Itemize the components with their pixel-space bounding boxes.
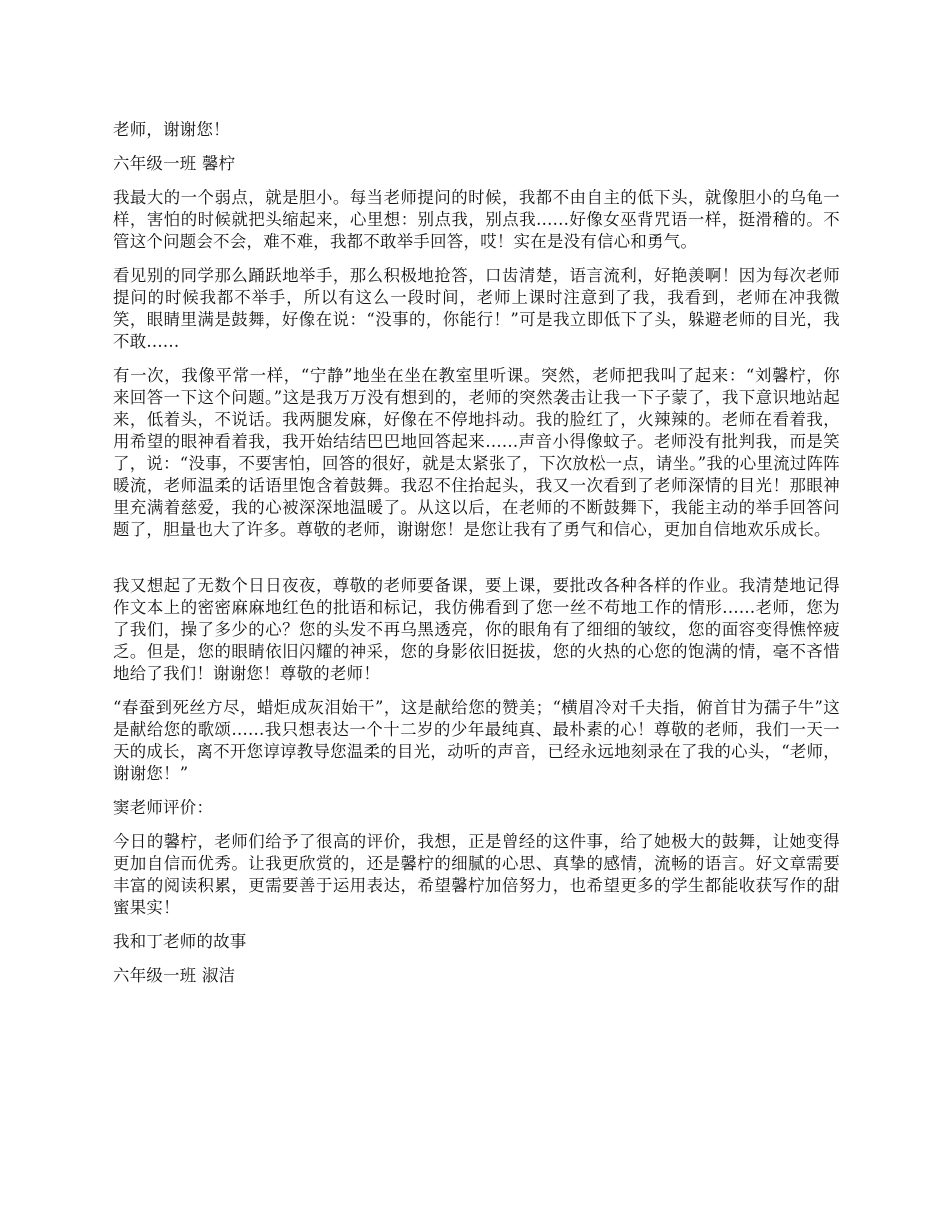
- paragraph-body-2: 看见别的同学那么踊跃地举手，那么积极地抢答，口齿清楚，语言流利，好艳羡啊！因为每次老师提问的时候我都不举手，所以有这么一段时间，老师上课时注意到了我，我看到，老师在冲我微笑，眼睛里满是鼓舞，好像在说：“没事的，你能行！”可是我立即低下了头，躲避老师的目光，我不敢......: [113, 266, 840, 351]
- paragraph-next-title: 我和丁老师的故事: [113, 932, 247, 951]
- paragraph-body-5: “春蚕到死丝方尽，蜡炬成灰泪始干”，这是献给您的赞美；“横眉冷对千夫指，俯首甘为孺子牛”这是献给您的歌颂......我只想表达一个十二岁的少年最纯真、最朴素的心！尊敬的老师，我们一天一天的成长，离不开您谆谆教导您温柔的目光，动听的声音，已经永远地刻录在了我的心头，“老师，谢谢您！”: [113, 698, 840, 783]
- paragraph-author: 六年级一班 馨柠: [113, 154, 236, 173]
- paragraph-title: 老师，谢谢您！: [113, 120, 230, 139]
- paragraph-comment: 今日的馨柠，老师们给予了很高的评价，我想，正是曾经的这件事，给了她极大的鼓舞，让她变得更加自信而优秀。让我更欣赏的，还是馨柠的细腻的心思、真挚的感情，流畅的语言。好文章需要丰富的阅读积累，更需要善于运用表达，希望馨柠加倍努力，也希望更多的学生都能收获写作的甜蜜果实！: [113, 832, 840, 917]
- paragraph-body-3: 有一次，我像平常一样，“宁静”地坐在坐在教室里听课。突然，老师把我叫了起来：“刘馨柠，你来回答一下这个问题。”这是我万万没有想到的，老师的突然袭击让我一下子蒙了，我下意识地站起来，低着头，不说话。我两腿发麻，好像在不停地抖动。我的脸红了，火辣辣的。老师在看着我，用希望的眼神看着我，我开始结结巴巴地回答起来......声音小得像蚊子。老师没有批判我，而是笑了，说：“没事，不要害怕，回答的很好，就是太紧张了，下次放松一点，请坐。”我的心里流过阵阵暖流，老师温柔的话语里饱含着鼓舞。我忍不住抬起头，我又一次看到了老师深情的目光！那眼神里充满着慈爱，我的心被深深地温暖了。从这以后，在老师的不断鼓舞下，我能主动的举手回答问题了，胆量也大了许多。尊敬的老师，谢谢您！是您让我有了勇气和信心，更加自信地欢乐成长。: [113, 366, 840, 539]
- paragraph-body-1: 我最大的一个弱点，就是胆小。每当老师提问的时候，我都不由自主的低下头，就像胆小的乌龟一样，害怕的时候就把头缩起来，心里想：别点我，别点我......好像女巫背咒语一样，挺滑稽的。不管这个问题会不会，难不难，我都不敢举手回答，哎！实在是没有信心和勇气。: [113, 188, 840, 251]
- document-body: [113, 119, 840, 987]
- paragraph-body-4: 我又想起了无数个日日夜夜，尊敬的老师要备课，要上课，要批改各种各样的作业。我清楚地记得作文本上的密密麻麻地红色的批语和标记，我仿佛看到了您一丝不苟地工作的情形......老师，您为了我们，操了多少的心？您的头发不再乌黑透亮，你的眼角有了细细的皱纹，您的面容变得憔悴疲乏。但是，您的眼睛依旧闪耀的神采，您的身影依旧挺拔，您的火热的心您的饱满的情，毫不吝惜地给了我们！谢谢您！尊敬的老师！: [113, 576, 840, 683]
- paragraph-next-author: 六年级一班 淑洁: [113, 966, 236, 985]
- paragraph-comment-heading: 窦老师评价：: [113, 798, 214, 817]
